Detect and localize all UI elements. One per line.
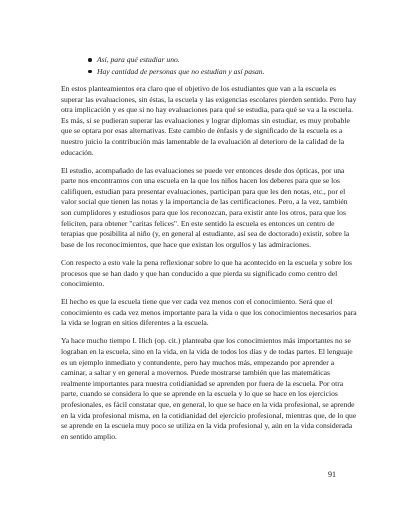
paragraph-2: El estudio, acompañado de las evaluaciones se puede ver entonces desde dos ópticas, por una parte nos encontramos con una escuela en la que los niños hacen los deberes para que se los califiquen, estudian para presentar evaluaciones, participan para que les den notas, etc., por el valor social que tienen las notas y la importancia de las certificaciones. Pero, a la vez, también son cumplidores y estudiosos para que los reconozcan, para existir ante los otros, para que los feliciten, para obtener "caritas felices". En este sentido la escuela es entonces un centro de terapias que posibilita al niño (y, en general al estudiante, así sea de doctorado) existir, sobre la base de los reconocimientos, que hace que existan los orgullos y las admiraciones. bbox=[61, 165, 350, 249]
bullet-item: Hay cantidad de personas que no estudian y así pasan. bbox=[97, 66, 357, 78]
document-page bbox=[61, 54, 357, 450]
bullet-item: Así, para qué estudiar uno. bbox=[97, 54, 357, 66]
paragraph-5: Ya hace mucho tiempo I. Ilich (op. cit.) planteaba que los conocimientos más importantes no se lograban en la escuela, sino en la vida, en la vida de todos los días y de todas partes. El lenguaje es un ejemplo inmediato y contundente, pero hay muchos más, empezando por aprender a caminar, a saltar y en general a movernos. Puede mostrarse también que las matemáticas realmente importantes para nuestra cotidianidad se aprenden por fuera de la escuela. Por otra parte, cuando se considera lo que se aprende en la escuela y lo que se hace en los ejercicios profesionales, es fácil constatar que, en general, lo que se hace en la vida profesional, se aprende en la vida profesional misma, en la cotidianidad del ejercicio profesional, mientras que, de lo que se aprende en la escuela muy poco se utiliza en la vida profesional y, aún en la vida considerada en sentido amplio. bbox=[61, 336, 357, 441]
bullet-list bbox=[61, 54, 357, 77]
paragraph-4: El hecho es que la escuela tiene que ver cada vez menos con el conocimiento. Será que el conocimiento es cada vez menos importante para la vida o que los conocimientos necesarios para la vida se logran en sitios diferentes a la escuela. bbox=[61, 297, 357, 328]
paragraph-1: En estos planteamientos era claro que el objetivo de los estudiantes que van a la escuela es superar las evaluaciones, sin éstas, la escuela y las exigencias escolares pierden sentido. Pero hay otra implicación y es que si no hay evaluaciones para qué se estudia, para qué se va a la escuela. Es más, si se pudieran superar las evaluaciones y lograr diplomas sin estudiar, es muy probable que se optara por esas alternativas. Este cambio de énfasis y de significado de la escuela es a nuestro juicio la contribución más lamentable de la evaluación al deterioro de la calidad de la educación. bbox=[61, 84, 357, 157]
page-number: 91 bbox=[328, 470, 336, 479]
paragraph-3: Con respecto a esto vale la pena reflexionar sobre lo que ha acontecido en la escuela y sobre los procesos que se han dado y que han conducido a que pierda su significado como centro del conocimiento. bbox=[61, 257, 352, 289]
